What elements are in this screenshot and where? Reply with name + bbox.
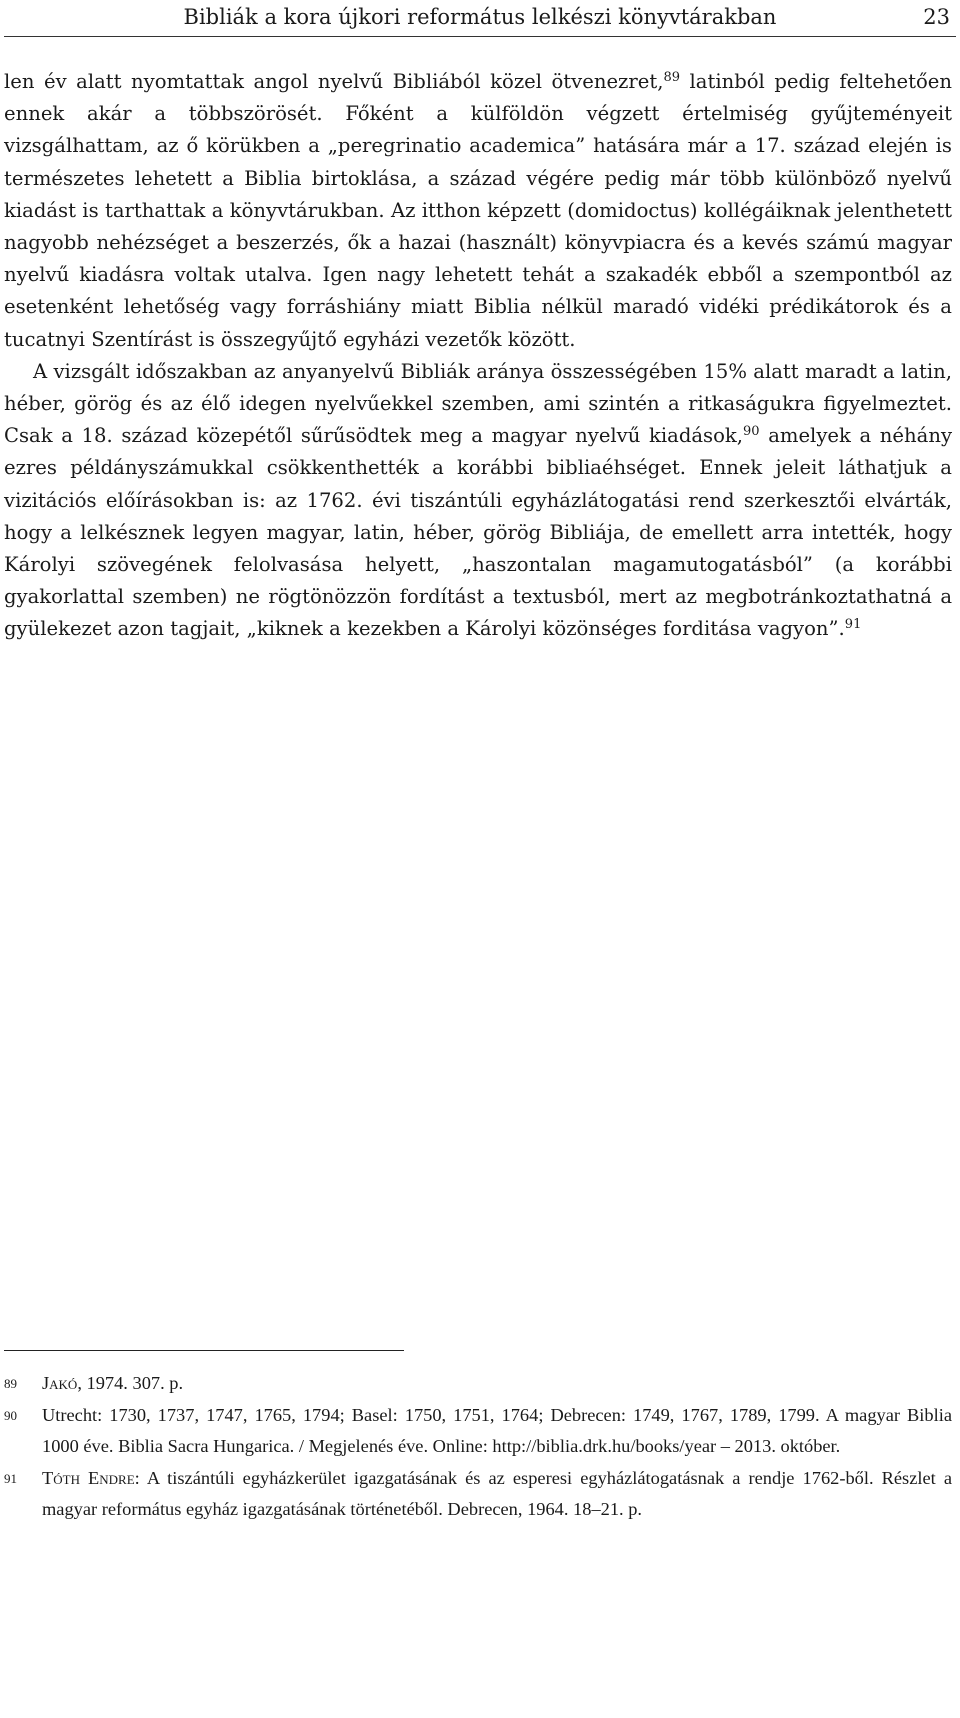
running-header: [4, 2, 956, 37]
paragraph: [4, 356, 952, 646]
footnote-reference[interactable]: 90: [743, 424, 760, 440]
footnote-separator: [4, 1350, 404, 1351]
running-title: Bibliák a kora újkori református lelkészi könyvtárakban: [183, 5, 777, 29]
footnote-author: Jakó: [42, 1373, 78, 1393]
footnotes: [4, 1368, 952, 1526]
footnote-reference[interactable]: 89: [663, 70, 680, 85]
text-run: A vizsgált időszakban az anyanyelvű Bibliák aránya összességében 15% alatt maradt a latin, héber, görög és az élő idegen nyelvűekkel szemben, ami szintén a ritkaságukra figyelmeztet. Csak a 18. század közepétől sűrűsödtek meg a magyar nyelvű kiadások,: [4, 359, 952, 448]
footnote-text: Utrecht: 1730, 1737, 1747, 1765, 1794; Basel: 1750, 1751, 1764; Debrecen: 1749, 1767, 1789, 1799. A magyar Biblia 1000 éve. Biblia Sacra Hungarica. / Megjelenés éve. Online: http://biblia.drk.hu/books/year – 2013. október.: [42, 1404, 952, 1456]
page-number: 23: [923, 5, 950, 29]
footnote-reference[interactable]: 91: [844, 617, 862, 633]
main-text: [4, 66, 952, 646]
footnote-author: Tóth Endre: [42, 1467, 135, 1488]
footnote: [4, 1400, 952, 1463]
paragraph: [4, 66, 952, 356]
text-run: len év alatt nyomtattak angol nyelvű Bibliából közel ötvenezret,: [4, 70, 664, 93]
footnote: [4, 1463, 952, 1526]
footnote-number: 90: [4, 1407, 17, 1423]
footnote-text: : A tiszántúli egyházkerület igazgatásának és az esperesi egyházlátogatásnak a rendje 1762-ből. Részlet a magyar református egyház igazgatásának történetéből. Debrecen, 1964. 18–21. p.: [42, 1467, 953, 1519]
footnote-number: 91: [4, 1470, 17, 1486]
footnote-text: , 1974. 307. p.: [77, 1373, 184, 1393]
text-run: amelyek a néhány ezres példányszámukkal csökkenthették a korábbi bibliaéhséget. Ennek jeleit láthatjuk a vizitációs előírásokban is: az 1762. évi tiszántúli egyházlátogatási rend szerkesztői elvárták, hogy a lelkésznek legyen magyar, latin, héber, görög Bibliája, de emellett arra intették, hogy Károlyi szövegének felolvasása helyett, „haszontalan magamutogatásból” (a korábbi gyakorlattal szemben) ne rögtönözzön fordítást a textusból, mert az megbotránkoztathatná a gyülekezet azon tagjait, „kiknek a kezekben a Károlyi közönséges forditása vagyon”.: [4, 424, 953, 641]
footnote: [4, 1368, 952, 1400]
footnote-number: 89: [4, 1376, 17, 1391]
text-run: latinból pedig feltehetően ennek akár a többszörösét. Főként a külföldön végzett értelmiség gyűjteményeit vizsgálhattam, az ő körükben a „peregrinatio academica” hatására már a 17. század elején is természetes lehetett a Biblia birtoklása, a század végére pedig már több különböző nyelvű kiadást is tarthattak a könyvtárukban. Az itthon képzett (domidoctus) kollégáiknak jelenthetett nagyobb nehézséget a beszerzés, ők a hazai (használt) könyvpiacra és a kevés számú magyar nyelvű kiadásra voltak utalva. Igen nagy lehetett tehát a szakadék ebből a szempontból az esetenként lehetőség vagy forráshiány miatt Biblia nélkül maradó vidéki prédikátorok és a tucatnyi Szentírást is összegyűjtő egyházi vezetők között.: [4, 70, 952, 351]
